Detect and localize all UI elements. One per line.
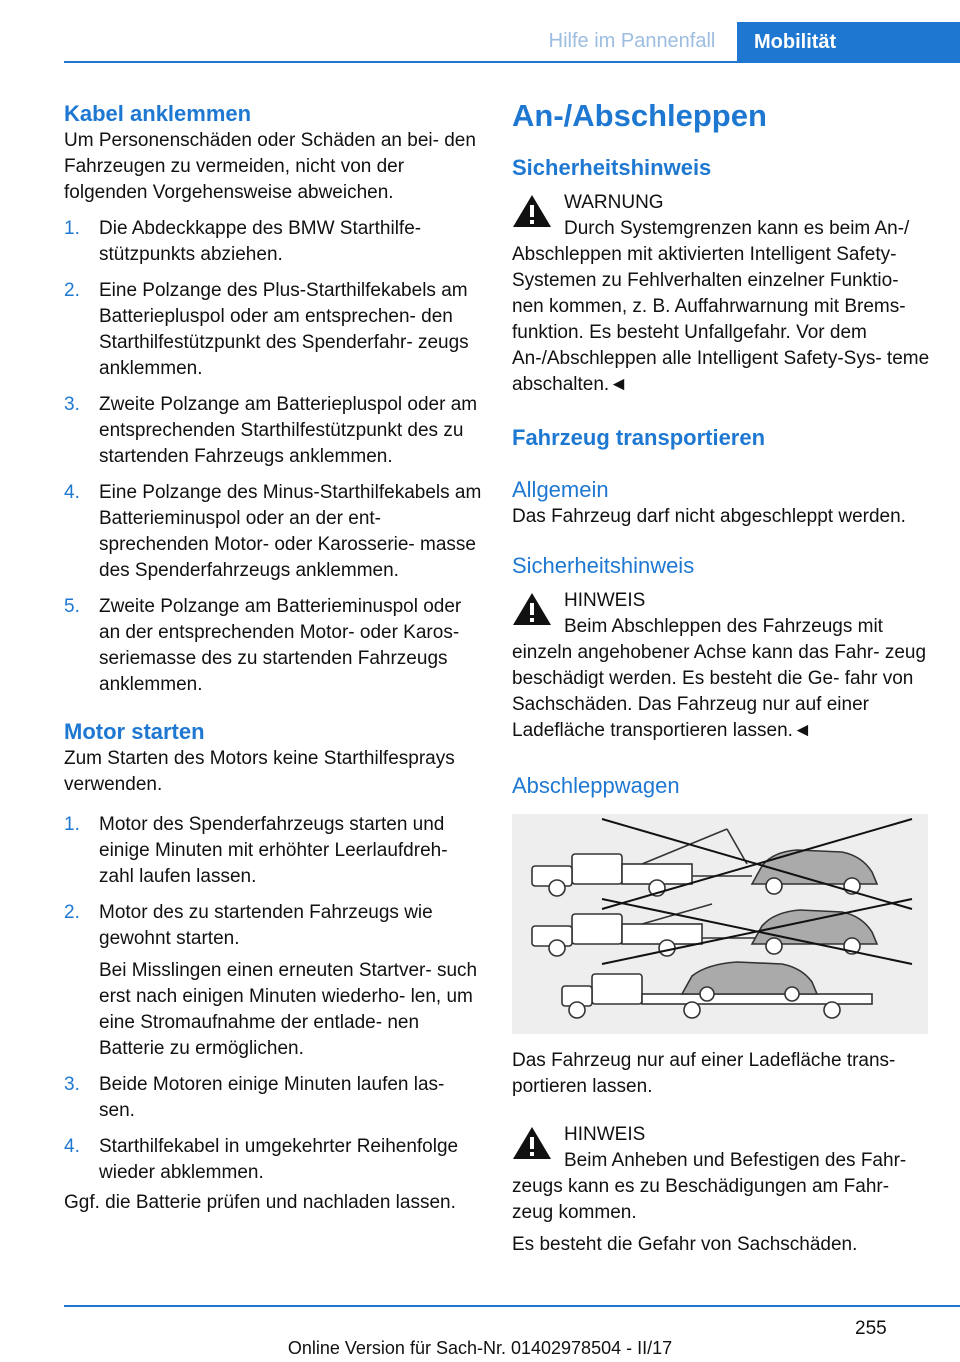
- left-column: [64, 100, 482, 1216]
- cable-heading: Kabel anklemmen: [64, 101, 252, 126]
- warning-text: Durch Systemgrenzen kann es beim An-/ Abschleppen mit aktivierten Intelligent Safety- Systemen zu Fehlverhalten einzelner Funktio‐ nen kommen, z. B. Auffahrwarnung mit Brems‐ funktion. Es besteht Unfallgefahr. Vor dem An-/Abschleppen alle Intelligent Safety-Sys‐ teme abschalten.◄: [512, 218, 930, 395]
- list-item: [64, 216, 482, 268]
- notice2-extra: Es besteht die Gefahr von Sachschäden.: [512, 1234, 858, 1255]
- general-heading: Allgemein: [512, 477, 609, 502]
- header-rule: [64, 61, 960, 63]
- right-column: [512, 100, 932, 1258]
- notice1-label: HINWEIS: [564, 590, 646, 611]
- truck-wheel-lift: [532, 904, 757, 956]
- header-chapter-tab: Mobilität: [737, 22, 960, 62]
- step-number: 5.: [64, 596, 80, 617]
- step-text: Zweite Polzange am Batteriepluspol oder am entsprechenden Starthilfestützpunkt des zu startenden Fahrzeugs anklemmen.: [99, 394, 478, 467]
- warning-triangle-icon: [512, 592, 552, 626]
- step-number: 3.: [64, 1074, 80, 1095]
- list-item: [64, 480, 482, 584]
- cable-steps: [64, 216, 482, 698]
- list-item: [64, 1072, 482, 1124]
- closing-text: Ggf. die Batterie prüfen und nachladen lassen.: [64, 1192, 456, 1213]
- motor-heading: Motor starten: [64, 719, 205, 744]
- figure-caption: Das Fahrzeug nur auf einer Ladefläche trans‐ portieren lassen.: [512, 1050, 896, 1097]
- notice2-label: HINWEIS: [564, 1124, 646, 1145]
- footer-rule: [64, 1305, 960, 1307]
- notice1-block: [512, 588, 932, 614]
- step-text: Motor des zu startenden Fahrzeugs wie gewohnt starten.: [99, 902, 433, 949]
- general-text: Das Fahrzeug darf nicht abgeschleppt werden.: [512, 506, 906, 527]
- warning-block: [512, 190, 932, 216]
- notice2-text: Beim Anheben und Befestigen des Fahr‐ zeugs kann es zu Beschädigungen am Fahr‐ zeug kommen.: [512, 1150, 907, 1223]
- list-item: [64, 392, 482, 470]
- step-text: Eine Polzange des Minus-Starthilfekabels am Batterieminuspol oder an der ent‐ sprechenden Motor- oder Karosserie‐ masse des Spenderfahrzeugs anklemmen.: [99, 482, 482, 581]
- step-text: Eine Polzange des Plus-Starthilfekabels am Batteriepluspol oder am entsprechen‐ den Starthilfestützpunkt des Spenderfahr‐ zeugs anklemmen.: [99, 280, 469, 379]
- list-item: [64, 1134, 482, 1186]
- warning-label: WARNUNG: [564, 192, 664, 213]
- car-2: [752, 910, 877, 954]
- notice2-block: [512, 1122, 932, 1148]
- online-version-note: Online Version für Sach-Nr. 01402978504 - II/17: [287, 1338, 673, 1358]
- header-section-tab: Hilfe im Pannenfall: [548, 30, 716, 52]
- step-subtext: Bei Misslingen einen erneuten Startver‐ such erst nach einigen Minuten wiederho‐ len, um eine Stromaufnahme der entlade‐ nen Batterie zu ermöglichen.: [99, 960, 478, 1059]
- step-text: Starthilfekabel in umgekehrter Reihenfolge wieder abklemmen.: [99, 1136, 459, 1183]
- warning-triangle-icon: [512, 194, 552, 228]
- safety1-heading: Sicherheitshinweis: [512, 155, 712, 180]
- warning-triangle-icon: [512, 1126, 552, 1160]
- list-item: [64, 278, 482, 382]
- list-item: [64, 900, 482, 1062]
- list-item: [64, 594, 482, 698]
- motor-intro: Zum Starten des Motors keine Starthilfesprays verwenden.: [64, 748, 455, 795]
- tow-truck-figure: [512, 814, 928, 1034]
- step-text: Die Abdeckkappe des BMW Starthilfe‐ stützpunkts abziehen.: [99, 218, 422, 265]
- step-number: 2.: [64, 280, 80, 301]
- step-number: 3.: [64, 394, 80, 415]
- step-number: 1.: [64, 814, 80, 835]
- car-1: [752, 850, 877, 894]
- step-text: Beide Motoren einige Minuten laufen las‐ sen.: [99, 1074, 445, 1121]
- tow-heading: Abschleppwagen: [512, 773, 680, 798]
- step-number: 4.: [64, 1136, 80, 1157]
- list-item: [64, 812, 482, 890]
- step-number: 1.: [64, 218, 80, 239]
- step-text: Zweite Polzange am Batterieminuspol oder an der entsprechenden Motor- oder Karos‐ seriemasse des zu startenden Fahrzeugs anklemmen.: [99, 596, 462, 695]
- transport-heading: Fahrzeug transportieren: [512, 425, 766, 450]
- safety2-heading: Sicherheitshinweis: [512, 553, 695, 578]
- notice1-text: Beim Abschleppen des Fahrzeugs mit einzeln angehobener Achse kann das Fahr‐ zeug beschädigt werden. Es besteht die Ge‐ fahr von Sachschäden. Das Fahrzeug nur auf einer Ladefläche transportieren lassen.◄: [512, 616, 927, 741]
- step-number: 2.: [64, 902, 80, 923]
- step-text: Motor des Spenderfahrzeugs starten und einige Minuten mit erhöhter Leerlaufdreh‐ zahl laufen lassen.: [99, 814, 448, 887]
- tow-truck-illustration: [512, 814, 928, 1034]
- page-number: 255: [855, 1318, 887, 1339]
- truck-hook: [532, 829, 752, 896]
- cable-intro: Um Personenschäden oder Schäden an bei‐ den Fahrzeugen zu vermeiden, nicht von der folgenden Vorgehensweise abweichen.: [64, 130, 476, 203]
- step-number: 4.: [64, 482, 80, 503]
- motor-steps: [64, 812, 482, 1186]
- page-title: An-/Abschleppen: [512, 98, 767, 133]
